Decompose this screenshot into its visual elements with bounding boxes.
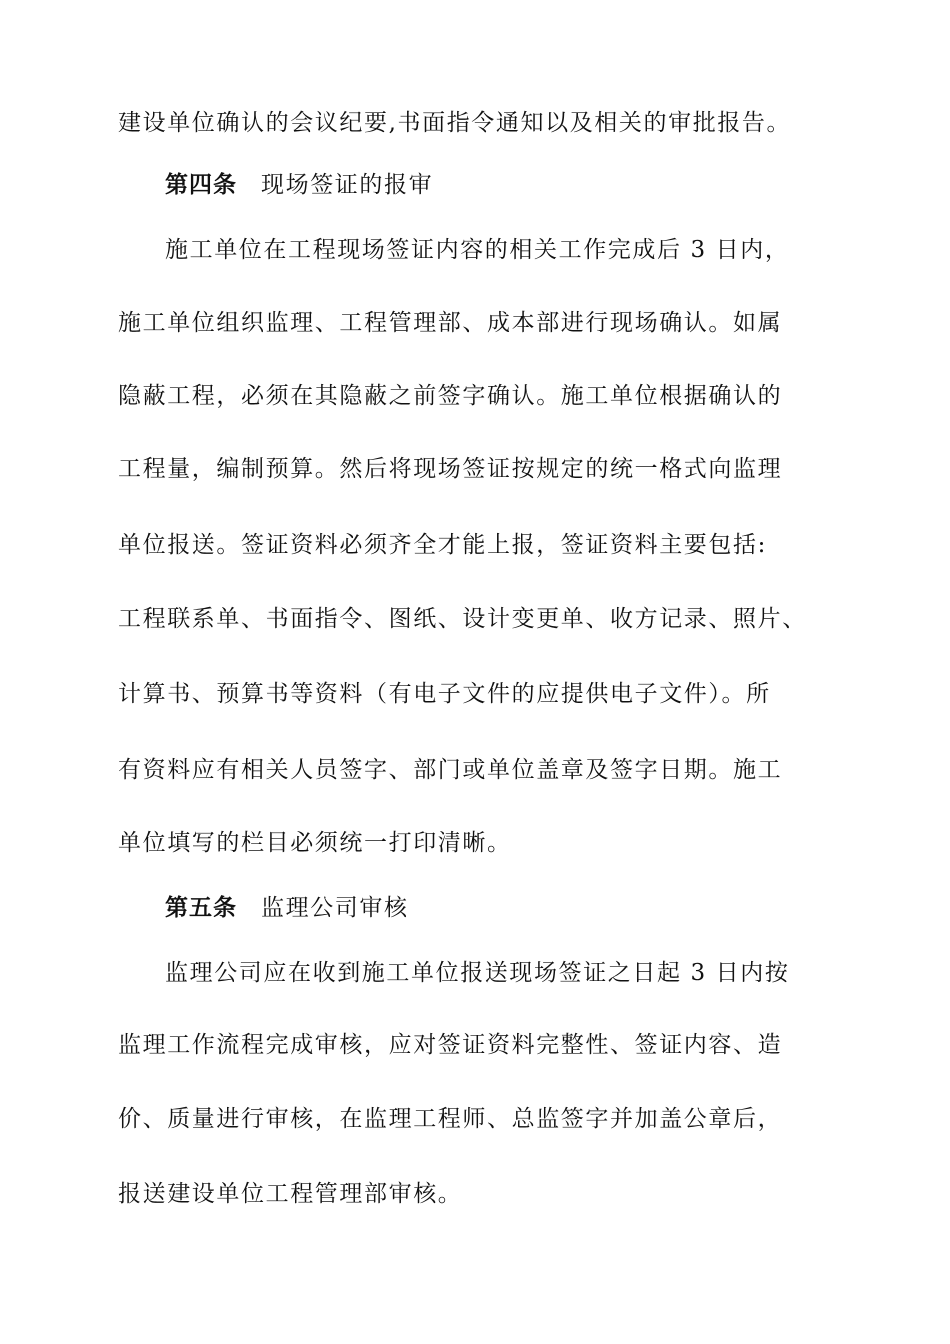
paragraph-line: 施工单位在工程现场签证内容的相关工作完成后 3 日内， — [165, 237, 790, 263]
paragraph-line: 工程联系单、书面指令、图纸、设计变更单、收方记录、照片、 — [118, 606, 807, 632]
intro-line: 建设单位确认的会议纪要,书面指令通知以及相关的审批报告。 — [118, 110, 792, 136]
paragraph-line: 计算书、预算书等资料（有电子文件的应提供电子文件）。所 — [118, 681, 771, 707]
paragraph-line: 工程量，编制预算。然后将现场签证按规定的统一格式向监理 — [118, 456, 783, 482]
paragraph-line: 有资料应有相关人员签字、部门或单位盖章及签字日期。施工 — [118, 757, 783, 783]
paragraph-line: 单位报送。签证资料必须齐全才能上报，签证资料主要包括: — [118, 532, 767, 558]
paragraph-line: 单位填写的栏目必须统一打印清晰。 — [118, 830, 512, 856]
article-5-title: 监理公司审核 — [261, 895, 409, 921]
article-4-heading — [165, 170, 433, 200]
article-4-title: 现场签证的报审 — [261, 172, 434, 198]
article-4-number: 第四条 — [165, 172, 237, 198]
article-5-heading — [165, 893, 409, 923]
paragraph-line: 监理公司应在收到施工单位报送现场签证之日起 3 日内按 — [165, 960, 790, 986]
paragraph-line: 施工单位组织监理、工程管理部、成本部进行现场确认。如属 — [118, 310, 783, 336]
paragraph-line: 监理工作流程完成审核，应对签证资料完整性、签证内容、造 — [118, 1032, 783, 1058]
article-5-number: 第五条 — [165, 895, 237, 921]
paragraph-line: 价、质量进行审核，在监理工程师、总监签字并加盖公章后， — [118, 1106, 783, 1132]
paragraph-line: 报送建设单位工程管理部审核。 — [118, 1181, 463, 1207]
paragraph-line: 隐蔽工程，必须在其隐蔽之前签字确认。施工单位根据确认的 — [118, 383, 783, 409]
